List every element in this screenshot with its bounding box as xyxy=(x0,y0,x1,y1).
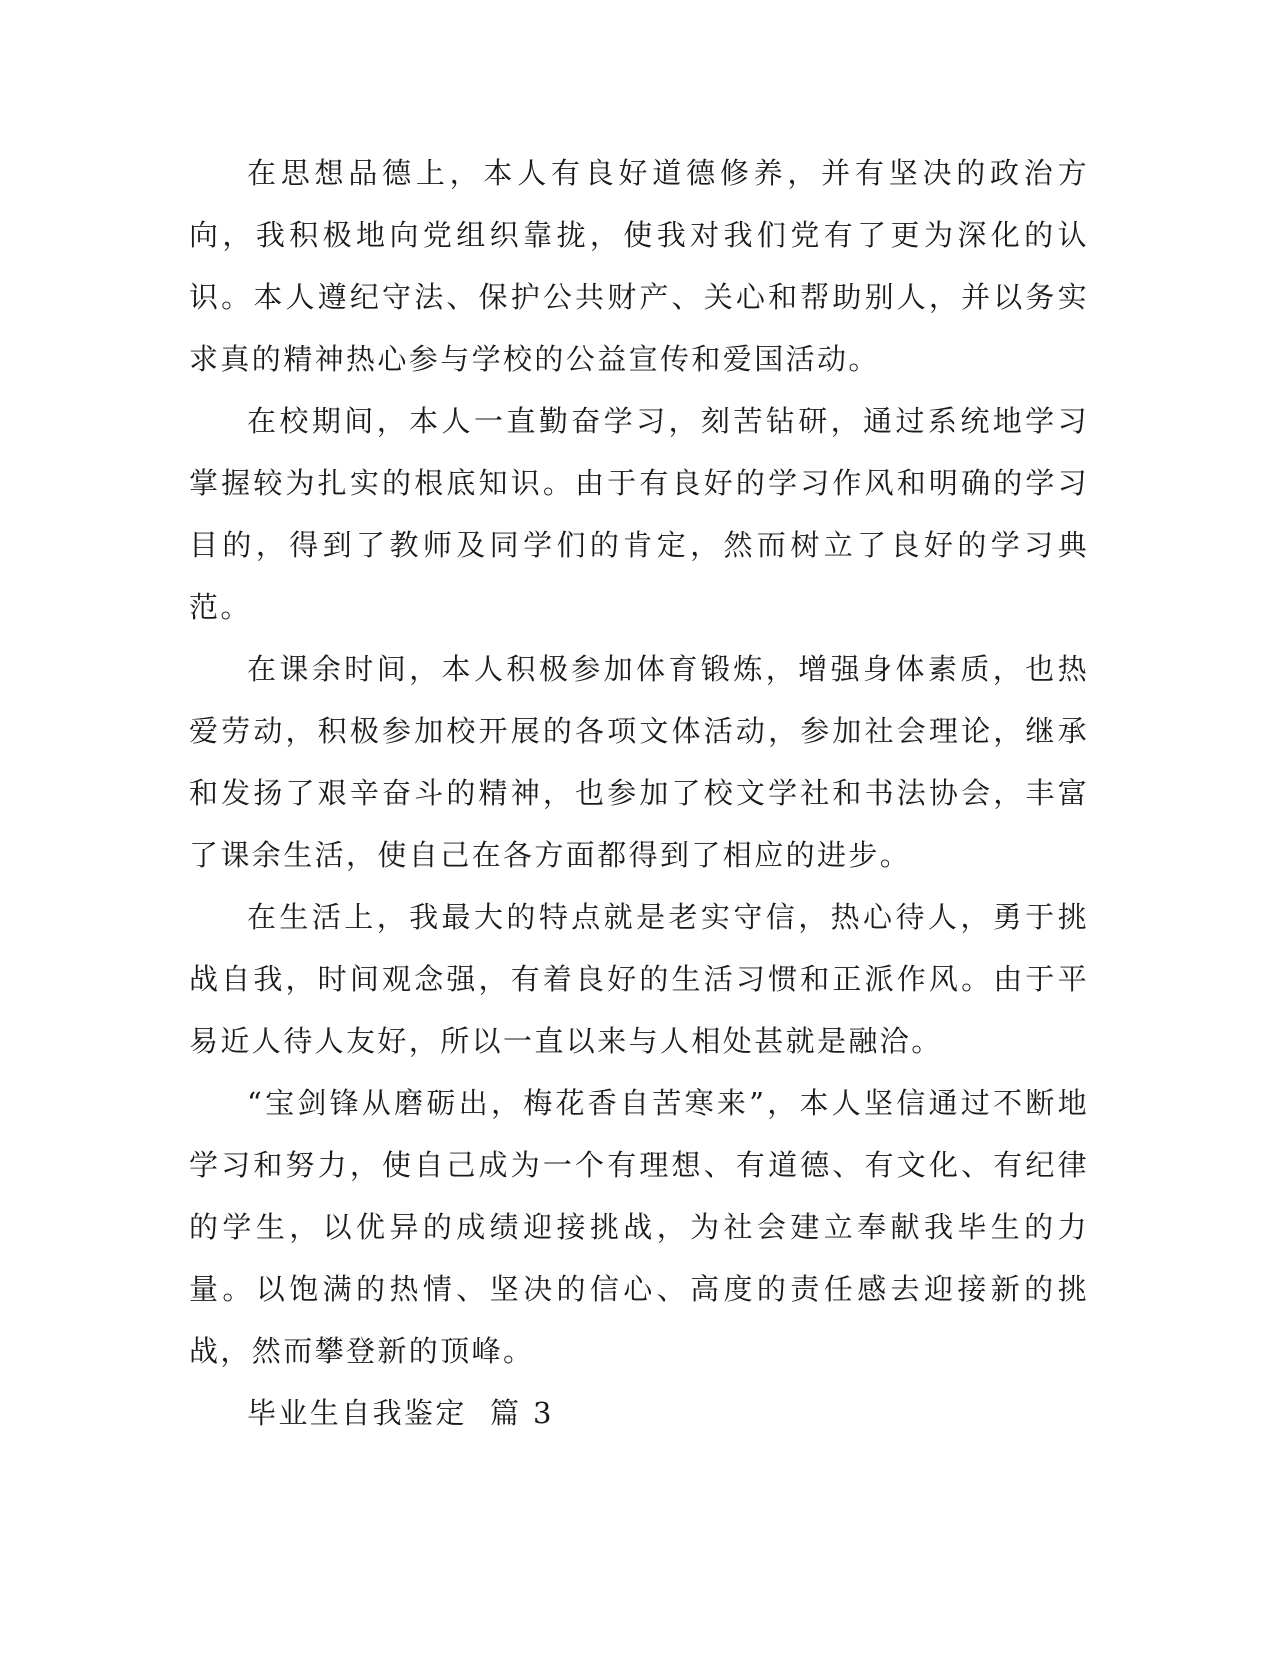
paragraph-aspiration: “宝剑锋从磨砺出，梅花香自苦寒来”，本人坚信通过不断地学习和努力，使自己成为一个有理想、有道德、有文化、有纪律的学生，以优异的成绩迎接挑战，为社会建立奉献我毕生的力量。以饱满的热情、坚决的信心、高度的责任感去迎接新的挑战，然而攀登新的顶峰。 xyxy=(189,1086,1089,1368)
paragraph-extracurricular: 在课余时间，本人积极参加体育锻炼，增强身体素质，也热爱劳动，积极参加校开展的各项文体活动，参加社会理论，继承和发扬了艰辛奋斗的精神，也参加了校文学社和书法协会，丰富了课余生活，使自己在各方面都得到了相应的进步。 xyxy=(189,652,1089,872)
paragraph-life: 在生活上，我最大的特点就是老实守信，热心待人，勇于挑战自我，时间观念强，有着良好的生活习惯和正派作风。由于平易近人待人友好，所以一直以来与人相处甚就是融洽。 xyxy=(189,900,1089,1058)
document-body xyxy=(189,142,1089,1444)
paragraph-study: 在校期间，本人一直勤奋学习，刻苦钻研，通过系统地学习掌握较为扎实的根底知识。由于有良好的学习作风和明确的学习目的，得到了教师及同学们的肯定，然而树立了良好的学习典范。 xyxy=(189,404,1089,624)
section-heading: 毕业生自我鉴定 篇 3 xyxy=(247,1396,554,1430)
paragraph-moral-character: 在思想品德上，本人有良好道德修养，并有坚决的政治方向，我积极地向党组织靠拢，使我对我们党有了更为深化的认识。本人遵纪守法、保护公共财产、关心和帮助别人，并以务实求真的精神热心参与学校的公益宣传和爱国活动。 xyxy=(189,156,1089,376)
